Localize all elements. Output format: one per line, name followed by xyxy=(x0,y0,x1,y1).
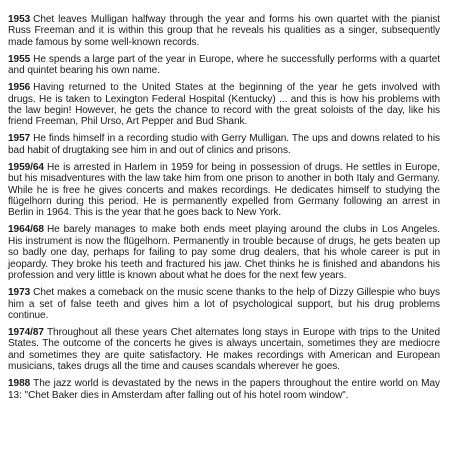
entry-text: He spends a large part of the year in Europe, where he successfully performs with a quartet and quintet bearing his own name. xyxy=(8,53,440,77)
chronology-entry-1964-68 xyxy=(8,224,440,281)
entry-year: 1959/64 xyxy=(8,161,44,173)
chronology-entry-1955 xyxy=(8,54,440,77)
chronology-entry-1957 xyxy=(8,133,440,156)
entry-year: 1988 xyxy=(8,378,31,390)
entry-year: 1957 xyxy=(8,133,31,145)
entry-text: Chet makes a comeback on the music scene thanks to the help of Dizzy Gillespie who buys him a set of false teeth and gives him a lot of psychological support, but his drug problems continue. xyxy=(8,287,440,321)
entry-text: He barely manages to make both ends meet playing around the clubs in Los Angeles. His instrument is now the flügelhorn. Permanently in trouble because of drugs, he gets beaten up so badly one day, perhaps for failing to pay some drug dealers, that his whole career is put in jeopardy. They broke his teeth and fractured his jaw. Chet thinks he is finished and abandons his profession and very little is known about what he does for the next few years. xyxy=(8,224,440,282)
chronology-entry-1956 xyxy=(8,82,440,128)
entry-text: Chet leaves Mulligan halfway through the year and forms his own quartet with the pianist Russ Freeman and it is within this group that he reveals his qualities as a singer, subsequently made famous by some well-known records. xyxy=(8,14,440,48)
entry-year: 1964/68 xyxy=(8,224,44,236)
entry-text: He finds himself in a recording studio with Gerry Mulligan. The ups and downs related to his bad habit of drugtaking see him in and out of clinics and prisons. xyxy=(8,133,440,156)
entry-year: 1955 xyxy=(8,53,31,65)
biography-chronology xyxy=(8,14,440,407)
chronology-entry-1974-87 xyxy=(8,327,440,373)
entry-year: 1953 xyxy=(8,14,31,25)
entry-year: 1974/87 xyxy=(8,326,44,338)
entry-year: 1956 xyxy=(8,82,31,94)
chronology-entry-1988 xyxy=(8,378,440,401)
entry-text: Having returned to the United States at the beginning of the year he gets involved with drugs. He is taken to Lexington Federal Hospital (Kentucky) ... and this is how his problems with the law begin! However, he gets the chance to record with the great soloists of the day, like his friend Freeman, Phil Urso, Art Pepper and Bud Shank. xyxy=(8,82,440,128)
chronology-entry-1959-64 xyxy=(8,162,440,219)
entry-text: The jazz world is devastated by the news in the papers throughout the entire world on May 13: "Chet Baker dies in Amsterdam after falling out of his hotel room window". xyxy=(8,378,440,401)
entry-year: 1973 xyxy=(8,287,31,299)
entry-text: He is arrested in Harlem in 1959 for being in possession of drugs. He settles in Europe, but his misadventures with the law take him from one prison to another in both Italy and Germany. While he is free he gives concerts and makes recordings. He dedicates himself to studying the flügelhorn during this period. He is permanently expelled from Germany following an arrest in Berlin in 1964. This is the year that he goes back to New York. xyxy=(8,161,440,219)
chronology-entry-1953 xyxy=(8,14,440,48)
entry-text: Throughout all these years Chet alternates long stays in Europe with trips to the United States. The outcome of the concerts he gives is always uncertain, sometimes they are mediocre and sometimes they are quite satisfactory. He makes recordings with American and European musicians, takes drugs all the time and causes scandals wherever he goes. xyxy=(8,326,440,373)
chronology-entry-1973 xyxy=(8,287,440,321)
